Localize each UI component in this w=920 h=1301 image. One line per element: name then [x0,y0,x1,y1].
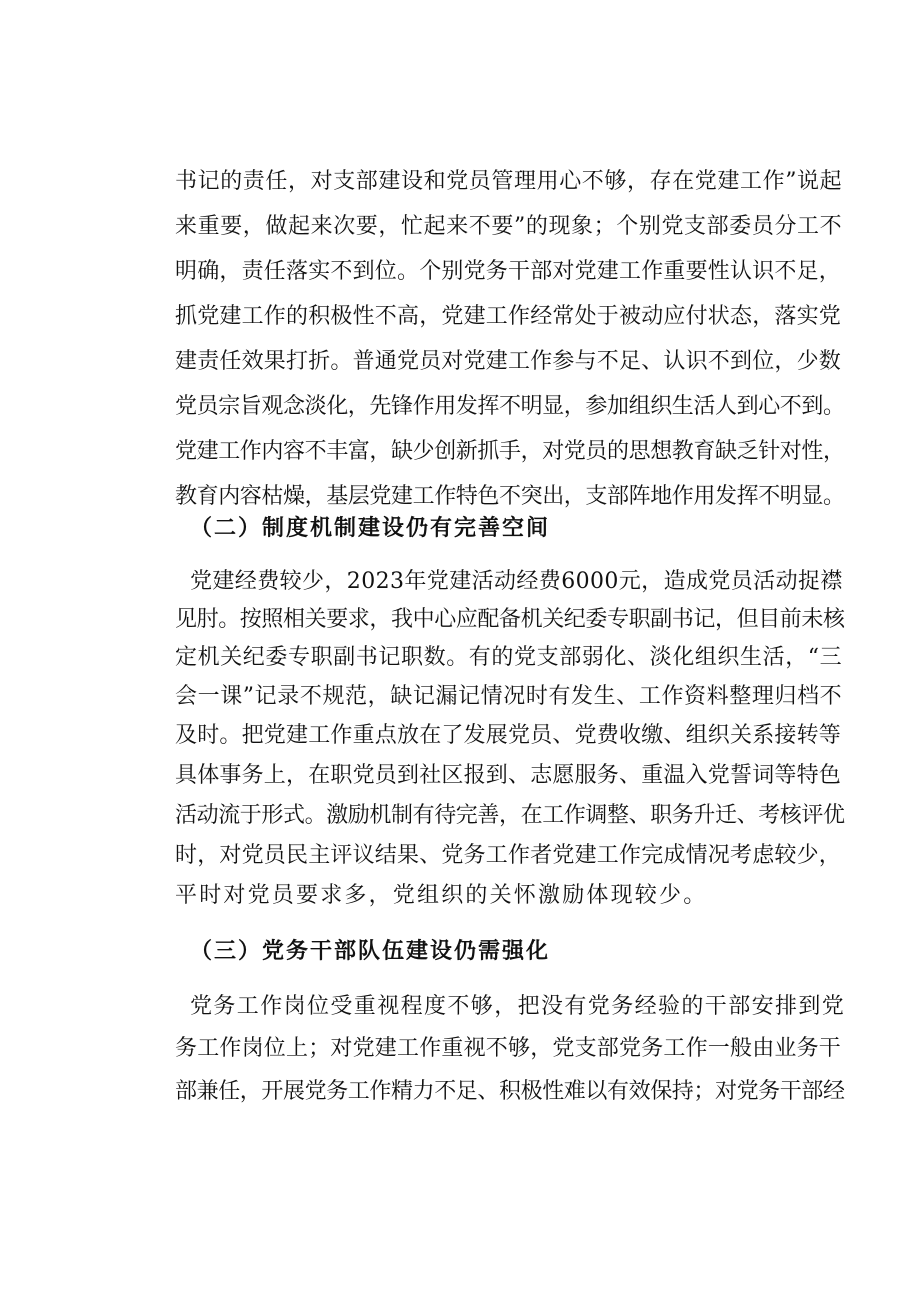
paragraph-line: 务工作岗位上；对党建工作重视不够，党支部党务工作一般由业务干 [175,1036,842,1061]
paragraph-line: 来重要，做起来次要，忙起来不要”的现象；个别党支部委员分工不 [175,214,843,239]
paragraph-line: 及时。把党建工作重点放在了发展党员、党费收缴、组织关系接转等 [175,723,842,748]
paragraph-line: 会一课”记录不规范，缺记漏记情况时有发生、工作资料整理归档不 [175,684,843,709]
paragraph-line: 教育内容枯燥，基层党建工作特色不突出，支部阵地作用发挥不明显。 [175,484,845,509]
paragraph-line: 书记的责任，对支部建设和党员管理用心不够，存在党建工作”说起 [175,169,843,194]
paragraph-line: 抓党建工作的积极性不高，党建工作经常处于被动应付状态，落实党 [175,304,842,329]
paragraph-line: 具体事务上，在职党员到社区报到、志愿服务、重温入党誓词等特色 [175,763,842,788]
paragraph-line: 建责任效果打折。普通党员对党建工作参与不足、认识不到位，少数 [175,349,842,374]
paragraph-line: 平时对党员要求多，党组织的关怀激励体现较少。 [175,883,708,908]
paragraph-line: 党建经费较少，2023年党建活动经费6000元，造成党员活动捉襟 [190,569,843,594]
paragraph-line: 见肘。按照相关要求，我中心应配备机关纪委专职副书记，但目前未核 [175,607,845,632]
paragraph-line: 时，对党员民主评议结果、党务工作者党建工作完成情况考虑较少， [175,843,842,868]
paragraph-line: 明确，责任落实不到位。个别党务干部对党建工作重要性认识不足， [175,259,842,284]
paragraph-line: 部兼任，开展党务工作精力不足、积极性难以有效保持；对党务干部经 [175,1079,845,1104]
section-heading: （三）党务干部队伍建设仍需强化 [190,939,551,964]
paragraph-line: 党务工作岗位受重视程度不够，把没有党务经验的干部安排到党 [190,994,846,1019]
paragraph-line: 党建工作内容不丰富，缺少创新抓手，对党员的思想教育缺乏针对性， [175,439,845,464]
paragraph-line: 党员宗旨观念淡化，先锋作用发挥不明显，参加组织生活人到心不到。 [175,394,845,419]
paragraph-line: 定机关纪委专职副书记职数。有的党支部弱化、淡化组织生活，“三 [175,645,843,670]
section-heading: （二）制度机制建设仍有完善空间 [190,516,551,541]
paragraph-line: 活动流于形式。激励机制有待完善，在工作调整、职务升迁、考核评优 [175,803,845,828]
